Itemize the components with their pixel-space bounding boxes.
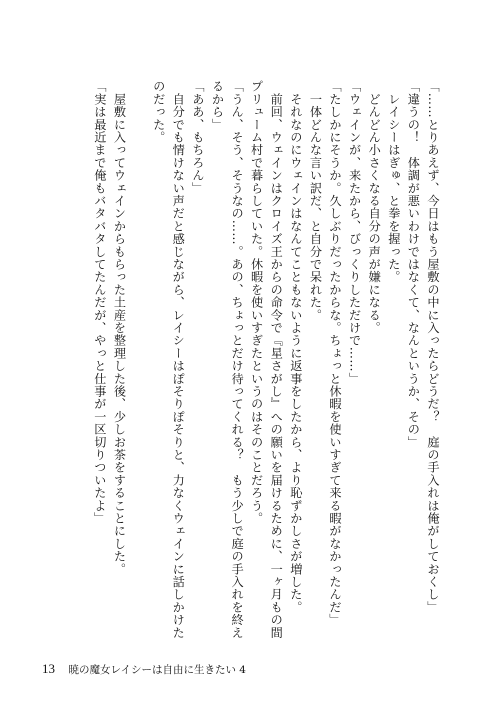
vertical-body-text xyxy=(89,80,442,642)
blank-line xyxy=(129,80,149,642)
text-line: それなのにウェインはなんてこともないように返事をしたから、より恥ずかしさが増した。 xyxy=(288,80,303,614)
text-line: のだった。 xyxy=(151,80,166,144)
text-line: 屋敷に入ってウェインからもらった土産を整理した後、少しお茶をすることにした。 xyxy=(112,80,127,576)
text-line: るから」 xyxy=(210,80,225,131)
text-line: 「ああ、もちろん」 xyxy=(190,80,205,195)
text-line: 一体どんな言い訳だ、と自分で呆れた。 xyxy=(308,80,323,322)
text-line: 「ウェインが、来たから、びっくりしただけで……」 xyxy=(347,80,362,385)
text-line: 「実は最近まで俺もバタバタしてたんだが、やっと仕事が一区切りついたよ」 xyxy=(92,80,107,525)
text-line: 自分でも情けない声だと感じながら、レイシーはぽそりぽそりと、力なくウェインに話しかけた xyxy=(171,80,186,639)
text-line: 前回、ウェインはクロイズ王からの命令で『星さがし』への願いを届けるために、一ヶ月もの間 xyxy=(269,80,284,639)
text-line: 「違うの！ 体調が悪いわけではなくて、なんというか、その」 xyxy=(406,80,421,449)
text-line: プリューム村で暮らしていた。休暇を使いすぎたというのはそのことだろう。 xyxy=(249,80,264,525)
text-line: 「……とりあえず、今日はもう屋敷の中に入ったらどうだ？ 庭の手入れは俺がしておくし」 xyxy=(426,80,440,614)
text-line: 「たしかにそうか。久しぶりだったからな。ちょっと休暇を使いすぎて来る暇がなかったんだ」 xyxy=(328,80,343,627)
page-footer xyxy=(42,662,246,677)
text-line: レイシーはぎゅ、と拳を握った。 xyxy=(386,80,401,284)
page-number: 13 xyxy=(42,661,55,676)
text-line: どんどん小さくなる自分の声が嫌になる。 xyxy=(367,80,382,334)
running-title: 暁の魔女レイシーは自由に生きたい 4 xyxy=(68,664,246,676)
text-line: 「うん、そう、そうなの……。あの、ちょっとだけ待ってくれる？ もう少しで庭の手入れを終え xyxy=(230,80,245,639)
